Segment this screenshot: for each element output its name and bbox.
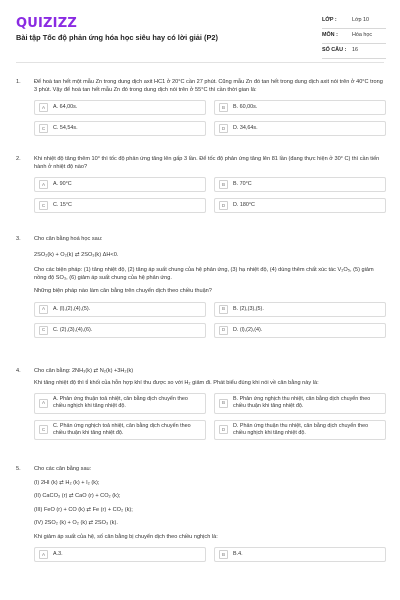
option-letter: C [39,326,48,335]
meta-key: MÔN : [322,32,338,39]
option-text: B. (2),(3),(5). [233,305,264,312]
question-text: Cho cân bằng hoá học sau: [34,236,103,242]
option-letter: D [219,425,228,434]
answer-options [34,547,386,562]
option-c[interactable] [34,420,206,441]
question-4 [16,368,386,440]
option-text: B.4. [233,551,243,558]
option-text: C. Phản ứng nghịch toả nhiệt, cân bằng dịch chuyển theo chiều thuận khi tăng nhiệt độ. [53,422,191,436]
option-b[interactable] [214,100,386,115]
meta-row-count [322,44,386,59]
option-text: B. Phản ứng nghịch thu nhiệt, cân bằng dịch chuyển theo chiều thuận khi tăng nhiệt độ. [233,396,371,410]
option-letter: D [219,326,228,335]
option-text: B. 70°C [233,180,252,187]
answer-options [34,100,386,136]
option-d[interactable] [214,198,386,213]
question-prompt: Khi giảm áp suất của hệ, số cân bằng bị chuyển dịch theo chiều nghịch là: [34,533,218,540]
equilibrium-line: (III) FeO (r) + CO (k) ⇄ Fe (r) + CO₂ (k); [34,506,133,513]
option-letter: B [219,305,228,314]
option-c[interactable] [34,121,206,136]
option-letter: C [39,201,48,210]
question-text: Khi nhiệt độ tăng thêm 10° thì tốc độ phản ứng tăng lên gấp 3 lần. Để tốc độ phản ứng tăng lên 81 lần (đang thực hiện ở 30° C) thì cần tiến hành ở nhiệt độ nào? [34,156,380,170]
option-letter: A [39,550,48,559]
option-text: A. (l),(2),(4),(5). [53,305,91,312]
worksheet-meta [322,14,386,59]
option-text: A.3. [53,551,63,558]
question-5 [16,466,386,562]
answer-options [34,302,386,338]
option-b[interactable] [214,547,386,562]
question-number: 5. [16,466,21,472]
question-text: Để hoà tan hết một mẫu Zn trong dung dịch axit HC1 ở 20°C cần 27 phút. Cũng mẫu Zn đó tan hết trong dung dịch axit nói trên ở 40°C trong 3 phút. Vậy để hoà tan hết mẫu Zn đó trong dung dịch nói trên ở 55°C thì cần thời gian là: [34,79,383,93]
option-letter: B [219,180,228,189]
equilibrium-line: (IV) 2SO₂ (k) + O₂ (k) ⇄ 2SO₃ (k). [34,520,118,527]
option-c[interactable] [34,198,206,213]
equilibrium-line: (II) CaCO₃ (r) ⇄ CaO (r) + CO₂ (k); [34,493,121,500]
option-text: C. (2),(3),(4),(6). [53,326,93,333]
option-text: A. Phản ứng thuận toả nhiệt, cân bằng dịch chuyển theo chiều nghịch khi tăng nhiệt độ. [53,396,188,410]
option-text: A. 64,00s. [53,103,78,110]
option-letter: D [219,201,228,210]
option-text: D. 34,64s. [233,124,258,131]
option-letter: A [39,399,48,408]
option-a[interactable] [34,177,206,192]
option-b[interactable] [214,177,386,192]
meta-value: 16 [352,47,358,54]
option-d[interactable] [214,420,386,441]
option-a[interactable] [34,547,206,562]
option-letter: C [39,124,48,133]
question-text-2: Khi tăng nhiệt độ thì tỉ khối của hỗn hợp khí thu được so với H₂ giảm đi. Phát biểu đúng khi nói về cân bằng này là: [34,379,319,386]
option-text: C. 54,54s. [53,124,78,131]
option-letter: A [39,180,48,189]
question-number: 1. [16,79,21,85]
option-c[interactable] [34,323,206,338]
equilibrium-line: (I) 2HI (k) ⇄ H₂ (k) + I₂ (k); [34,479,100,486]
option-letter: B [219,550,228,559]
option-letter: B [219,399,228,408]
option-text: C. 15°C [53,201,72,208]
meta-key: LỚP : [322,17,337,24]
option-text: D. (l),(2),(4). [233,326,263,333]
option-text: A. 90°C [53,180,72,187]
question-2 [16,156,386,213]
question-text-2: Cho các biện pháp: (1) tăng nhiệt độ, (2) tăng áp suất chung của hệ phản ứng, (3) hạ nhiệt độ, (4) dùng thêm chất xúc tác V₂O₅, (5) giảm nồng độ SO₃, (6) giảm áp suất chung của hệ phản ứng. [34,267,374,281]
option-b[interactable] [214,393,386,414]
meta-value: Lớp 10 [352,17,370,24]
option-letter: A [39,103,48,112]
question-1 [16,79,386,136]
meta-row-class [322,14,386,29]
equation: 2SO₂(k) + O₂(k) ⇄ 2SO₃(k) ΔH<0. [34,251,119,258]
option-b[interactable] [214,302,386,317]
option-a[interactable] [34,100,206,115]
answer-options [34,393,386,440]
quizizz-logo: QUIZIZZ [16,16,77,31]
option-letter: A [39,305,48,314]
option-a[interactable] [34,302,206,317]
meta-row-subject [322,29,386,44]
question-3 [16,236,386,338]
meta-value: Hóa học [352,32,373,39]
option-text: D. 180°C [233,201,255,208]
option-d[interactable] [214,323,386,338]
option-a[interactable] [34,393,206,414]
option-letter: D [219,124,228,133]
page-title: Bài tập Tốc độ phản ứng hóa học siêu hay có lời giải (P2) [16,33,218,42]
header-divider [16,62,384,63]
option-letter: B [219,103,228,112]
option-text: B. 60,00s. [233,103,258,110]
option-letter: C [39,425,48,434]
question-text: Cho cân bằng: 2NH₃(k) ⇄ N₂(k) +3H₂(k) [34,368,134,374]
answer-options [34,177,386,213]
option-text: D. Phản ứng thuận thu nhiệt, cân bằng dịch chuyển theo chiều nghịch khi tăng nhiệt độ. [233,422,369,436]
question-number: 4. [16,368,21,374]
question-prompt: Những biện pháp nào làm cân bằng trên chuyển dịch theo chiều thuận? [34,288,212,295]
question-text: Cho các cân bằng sau: [34,466,92,472]
option-d[interactable] [214,121,386,136]
question-number: 3. [16,236,21,242]
meta-key: SỐ CÂU : [322,47,347,54]
question-number: 2. [16,156,21,162]
